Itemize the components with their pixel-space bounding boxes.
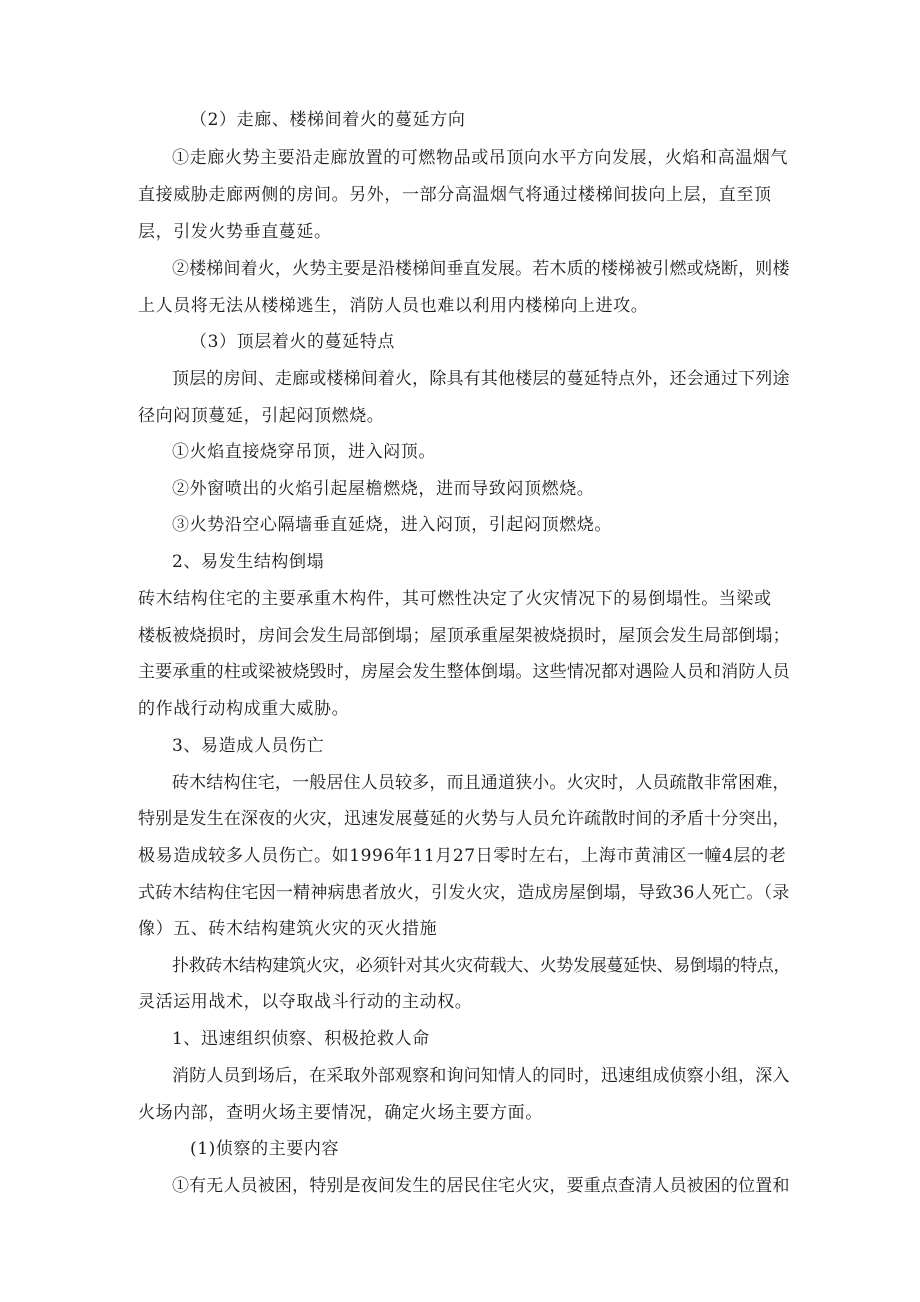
paragraph-line: ①走廊火势主要沿走廊放置的可燃物品或吊顶向水平方向发展，火焰和高温烟气 <box>172 148 788 168</box>
paragraph-line: 顶层的房间、走廊或楼梯间着火，除具有其他楼层的蔓延特点外，还会通过下列途 <box>172 369 790 389</box>
paragraph-line: 像）五、砖木结构建筑火灾的灭火措施 <box>138 919 438 939</box>
list-item: ③火势沿空心隔墙垂直延烧，进入闷顶，引起闷顶燃烧。 <box>172 515 612 535</box>
subheading-top-floor: （3）顶层着火的蔓延特点 <box>190 332 396 352</box>
paragraph-line: 扑救砖木结构建筑火灾，必须针对其火灾荷载大、火势发展蔓延快、易倒塌的特点， <box>172 956 791 976</box>
paragraph-line: 火场内部，查明火场主要情况，确定火场主要方面。 <box>138 1103 543 1123</box>
paragraph-line: ①有无人员被困，特别是夜间发生的居民住宅火灾，要重点查清人员被困的位置和 <box>172 1176 790 1196</box>
paragraph-line: 砖木结构住宅的主要承重木构件，其可燃性决定了火灾情况下的易倒塌性。当梁或 <box>138 589 772 609</box>
paragraph-line: 式砖木结构住宅因一精神病患者放火，引发火灾，造成房屋倒塌，导致36人死亡。（录 <box>138 883 790 903</box>
subheading-corridor-stair: （2）走廊、楼梯间着火的蔓延方向 <box>190 110 466 130</box>
paragraph-line: 砖木结构住宅，一般居住人员较多，而且通道狭小。火灾时，人员疏散非常困难， <box>172 773 790 793</box>
paragraph-line: 灵活运用战术，以夺取战斗行动的主动权。 <box>138 992 473 1012</box>
paragraph-line: 极易造成较多人员伤亡。如1996年11月27日零时左右，上海市黄浦区一幢4层的老 <box>138 846 787 866</box>
list-item: ②外窗喷出的火焰引起屋檐燃烧，进而导致闷顶燃烧。 <box>172 479 595 499</box>
paragraph-line: 上人员将无法从楼梯逃生，消防人员也难以利用内楼梯向上进攻。 <box>138 296 649 316</box>
paragraph-line: 径向闷顶蔓延，引起闷顶燃烧。 <box>138 406 385 426</box>
list-item: ①火焰直接烧穿吊顶，进入闷顶。 <box>172 442 436 462</box>
paragraph-line: 主要承重的柱或梁被烧毁时，房屋会发生整体倒塌。这些情况都对遇险人员和消防人员 <box>138 662 790 682</box>
paragraph-line: ②楼梯间着火，火势主要是沿楼梯间垂直发展。若木质的楼梯被引燃或烧断，则楼 <box>172 259 790 279</box>
paragraph-line: 直接威胁走廊两侧的房间。另外，一部分高温烟气将通过楼梯间拔向上层，直至顶 <box>138 185 772 205</box>
subheading-recon-content: (1)侦察的主要内容 <box>190 1139 340 1159</box>
paragraph-line: 层，引发火势垂直蔓延。 <box>138 222 332 242</box>
paragraph-line: 特别是发生在深夜的火灾，迅速发展蔓延的火势与人员允许疏散时间的矛盾十分突出， <box>138 809 790 829</box>
section-heading-recon: 1、迅速组织侦察、积极抢救人命 <box>172 1029 430 1049</box>
section-heading-collapse: 2、易发生结构倒塌 <box>172 552 325 572</box>
paragraph-line: 楼板被烧损时，房间会发生局部倒塌；屋顶承重屋架被烧损时，屋顶会发生局部倒塌； <box>138 626 790 646</box>
paragraph-line: 的作战行动构成重大威胁。 <box>138 699 350 719</box>
paragraph-line: 消防人员到场后，在采取外部观察和询问知情人的同时，迅速组成侦察小组，深入 <box>172 1066 790 1086</box>
section-heading-casualties: 3、易造成人员伤亡 <box>172 736 325 756</box>
